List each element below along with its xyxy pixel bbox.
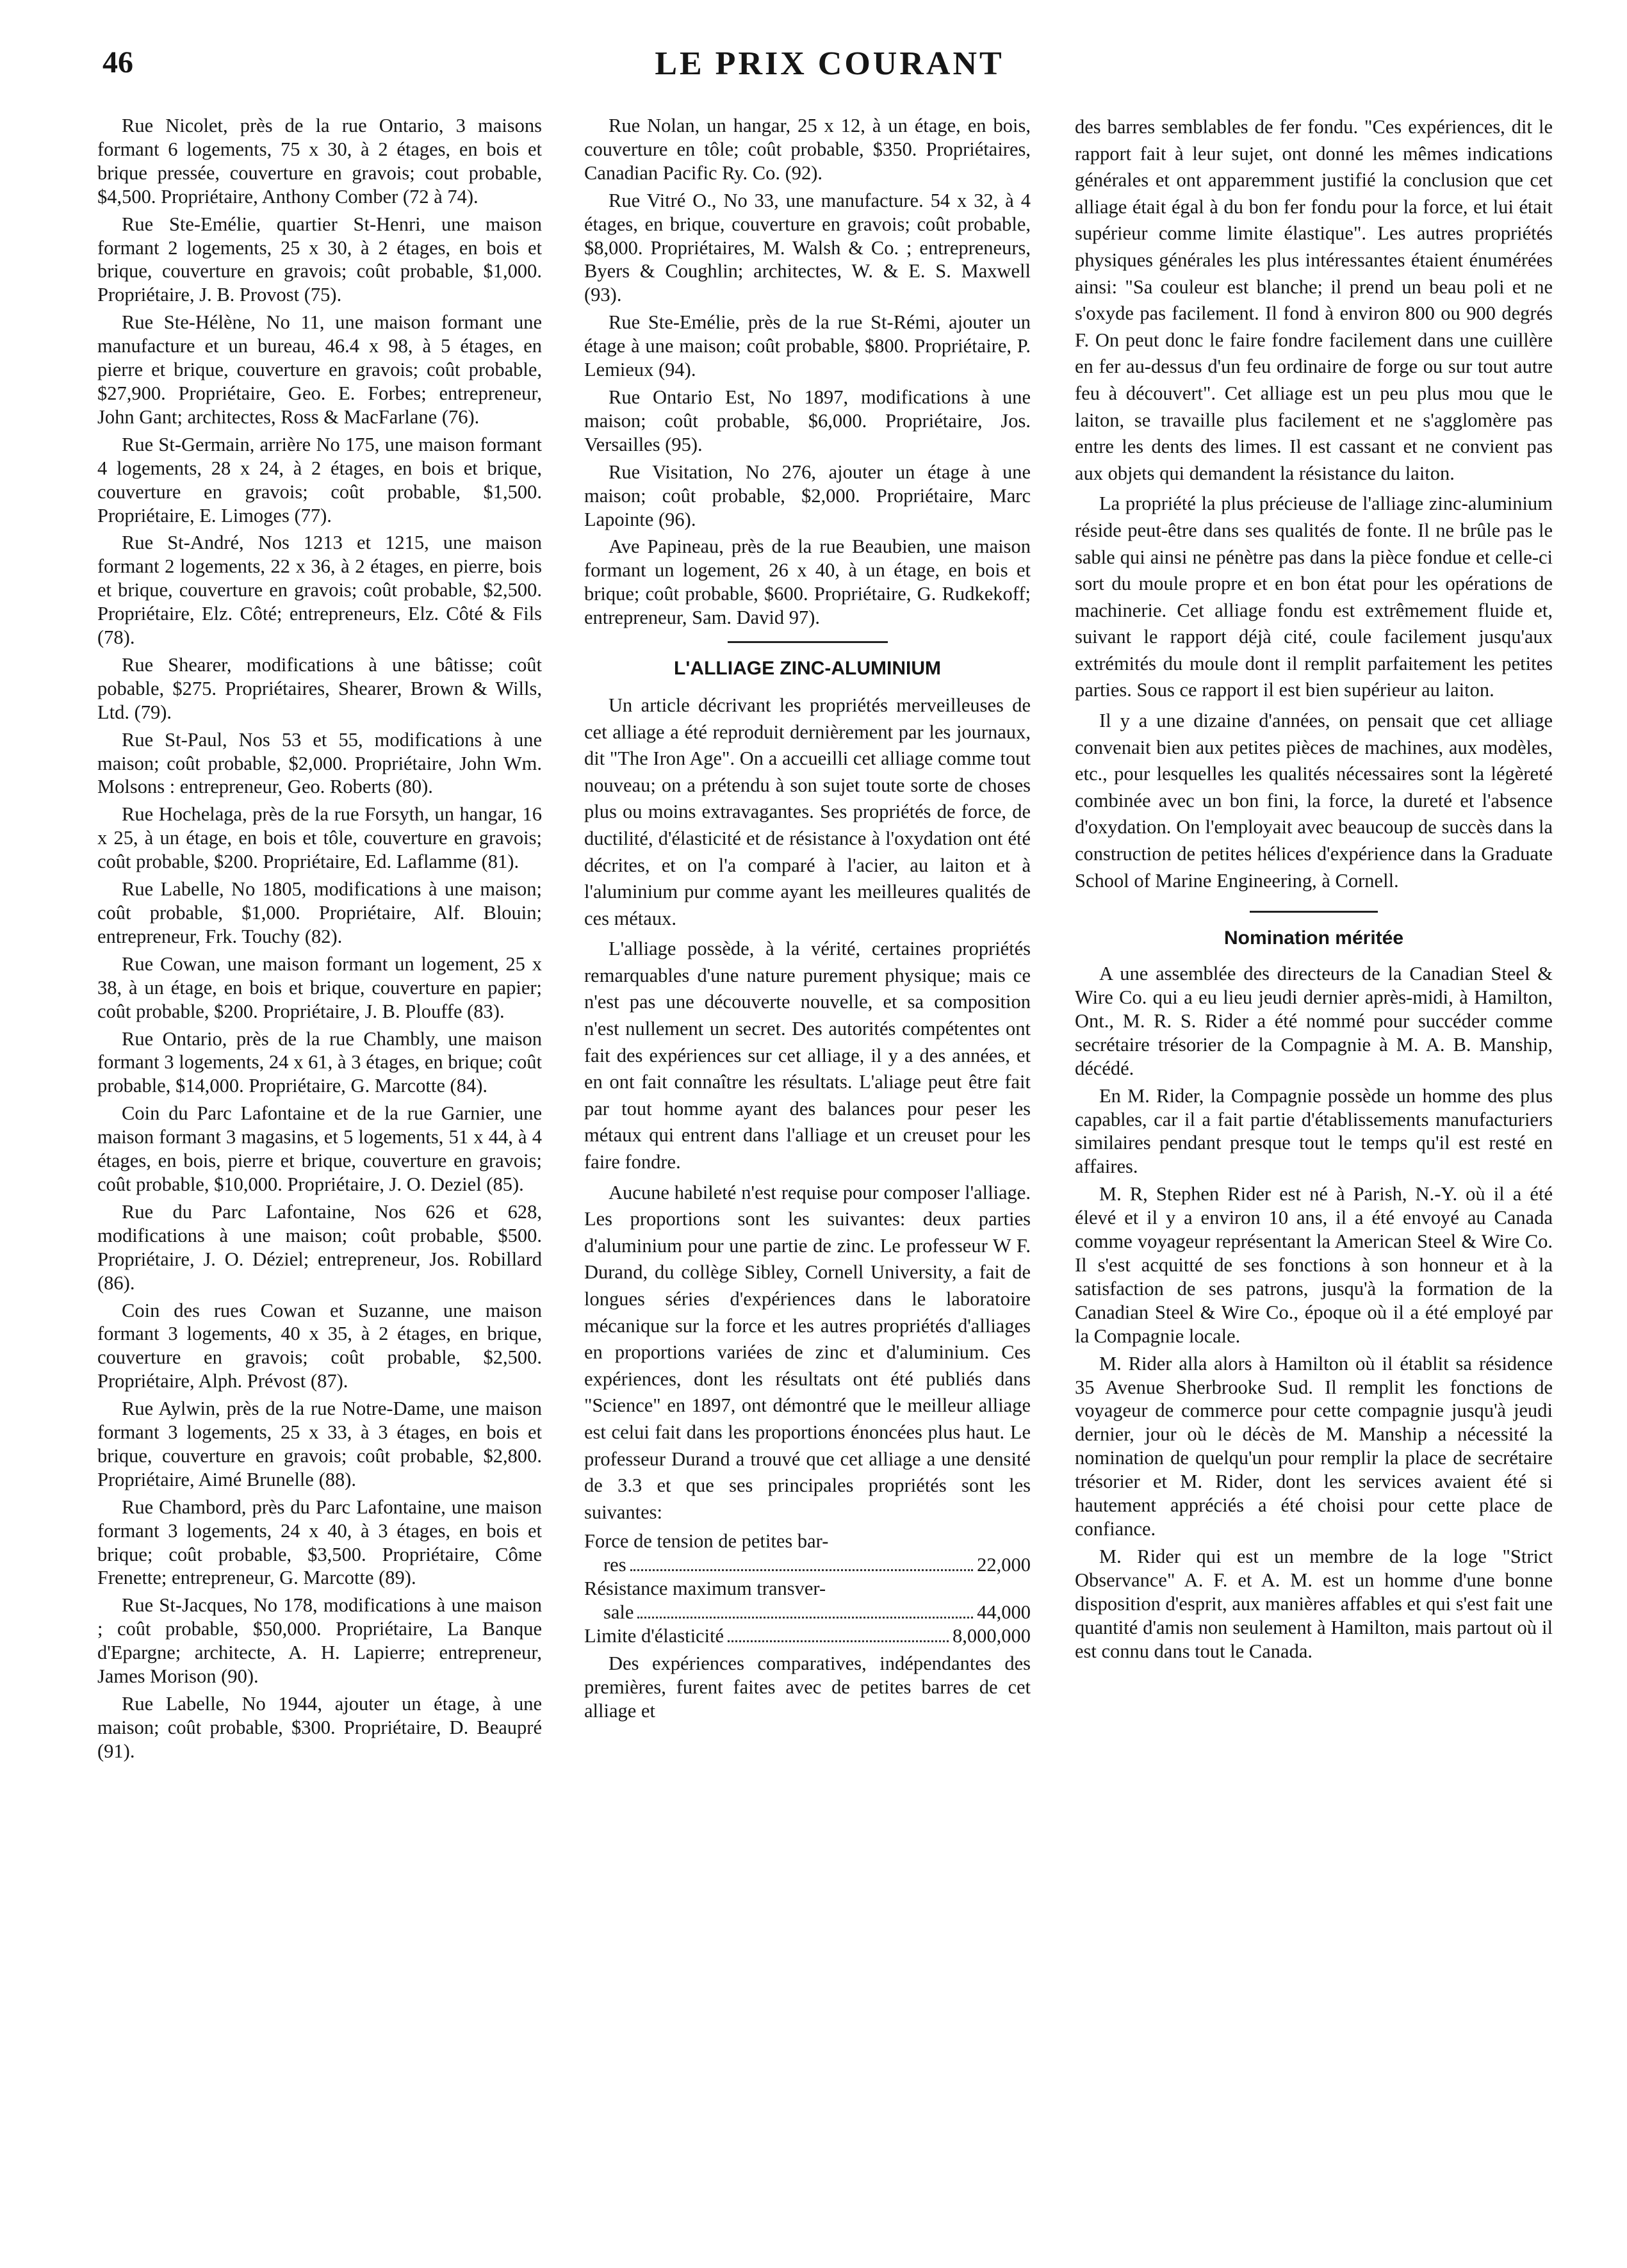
building-permit-entry: Rue Cowan, une maison formant un logement, 25 x 38, à un étage, en bois et brique, couverture en papier; coût probable, $200. Propriétaire, J. B. Plouffe (83). [97, 952, 542, 1022]
property-label: Force de tension de petites bar- [584, 1530, 829, 1553]
building-permit-entry: Ave Papineau, près de la rue Beaubien, une maison formant un logement, 26 x 40, à un étage, en bois et brique; coût probable, $600. Propriétaire, G. Rudkekoff; entrepreneur, Sam. David 97). [584, 535, 1031, 629]
section-divider [1250, 911, 1378, 913]
property-label: Résistance maximum transver- [584, 1578, 826, 1600]
building-permit-entry: Rue Ontario, près de la rue Chambly, une maison formant 3 logements, 24 x 61, à 3 étages, en brique; coût probable, $14,000. Propriétaire, G. Marcotte (84). [97, 1027, 542, 1097]
property-value: 8,000,000 [952, 1624, 1031, 1647]
properties-table [584, 1530, 1031, 1648]
building-permit-entry: Rue Vitré O., No 33, une manufacture. 54 x 32, à 4 étages, en brique, couverture en gravois; coût probable, $8,000. Propriétaires, M. Walsh & Co. ; entrepreneurs, Byers & Coughlin; architectes, W. & E. S. Maxwell (93). [584, 189, 1031, 306]
nomination-paragraph: En M. Rider, la Compagnie possède un homme des plus capables, car il a fait partie d'établissements manufacturiers similaires pendant presque tout le temps qu'il est resté en affaires. [1075, 1084, 1553, 1178]
building-permit-entry: Rue Ontario Est, No 1897, modifications à une maison; coût probable, $6,000. Propriétaire, Jos. Versailles (95). [584, 386, 1031, 455]
nomination-paragraph: M. R, Stephen Rider est né à Parish, N.-Y. où il a été élevé et il y a environ 10 ans, il a été envoyé au Canada comme voyageur représentant la American Steel & Wire Co. Il s'est acquitté de ses fonctions à son honneur et à la satisfaction de ses patrons, jusqu'à la formation de la Canadian Steel & Wire Co., époque où il a été employé par la Compagnie locale. [1075, 1183, 1553, 1347]
page-number: 46 [102, 45, 133, 79]
nomination-heading: Nomination méritée [1223, 927, 1404, 949]
column-1 [97, 114, 542, 1767]
building-permit-entry: Rue Ste-Hélène, No 11, une maison formant une manufacture et un bureau, 46.4 x 98, à 5 étages, en pierre et brique, couverture en gravois; coût probable, $27,900. Propriétaire, Geo. E. Forbes; entrepreneur, John Gant; architectes, Ross & MacFarlane (76). [97, 311, 542, 428]
building-permit-entry: Rue Chambord, près du Parc Lafontaine, une maison formant 3 logements, 24 x 40, à 3 étages, en bois et brique; coût probable, $3,500. Propriétaire, Côme Frenette; entrepreneur, G. Marcotte (89). [97, 1496, 542, 1589]
building-permit-entry: Rue Nolan, un hangar, 25 x 12, à un étage, en bois, couverture en tôle; coût probable, $350. Propriétaires, Canadian Pacific Ry. Co. (92). [584, 115, 1031, 184]
building-permit-entry: Coin des rues Cowan et Suzanne, une maison formant 3 logements, 40 x 35, à 2 étages, en brique, couverture en gravois; coût probable, $2,500. Propriétaire, Alph. Prévost (87). [97, 1299, 542, 1392]
building-permit-entry: Rue Nicolet, près de la rue Ontario, 3 maisons formant 6 logements, 75 x 30, à 2 étages, en bois et brique pressée, couverture en gravois; cout probable, $4,500. Propriétaire, Anthony Comber (72 à 74). [97, 115, 542, 208]
property-label: Limite d'élasticité [584, 1624, 724, 1647]
building-permit-entry: Rue St-Jacques, No 178, modifications à une maison ; coût probable, $50,000. Propriétaire, La Banque d'Epargne; architecte, A. H. Lapierre; entrepreneur, James Morison (90). [97, 1594, 542, 1688]
article-paragraph: Aucune habileté n'est requise pour composer l'alliage. Les proportions sont les suivantes: deux parties d'aluminium pour une partie de zinc. Le professeur W F. Durand, du collège Sibley, Cornell University, a fait de longues séries d'expériences dans le laboratoire mécanique sur la force et les autres propriétés d'alliages en proportions variées de zinc et d'aluminium. Ces expériences, dont les résultats ont été publiés dans "Science" en 1897, ont démontré que le meilleur alliage est celui fait dans les proportions énoncées plus haut. Le professeur Durand a trouvé que cet alliage a une densité de 3.3 et que ses principales propriétés sont les suivantes: [584, 1181, 1031, 1523]
building-permit-entry: Rue Ste-Emélie, quartier St-Henri, une maison formant 2 logements, 25 x 30, à 2 étages, en bois et brique, couverture en gravois; coût probable, $1,000. Propriétaire, J. B. Provost (75). [97, 213, 542, 306]
section-divider [728, 641, 888, 643]
column-3 [1075, 114, 1553, 1667]
publication-title: LE PRIX COURANT [655, 45, 1004, 82]
building-permit-entry: Rue du Parc Lafontaine, Nos 626 et 628, modifications à une maison; coût probable, $500. Propriétaire, J. O. Déziel; entrepreneur, Jos. Robillard (86). [97, 1200, 542, 1294]
leader-dots [728, 1640, 949, 1642]
article-paragraph: L'alliage possède, à la vérité, certaines propriétés remarquables d'une nature purement physique; mais ce n'est pas une découverte nouvelle, et sa composition n'est nullement un secret. Des autorités compétentes ont fait des expériences sur cet alliage, il y a des années, et en ont fait connaître les résultats. L'aliage peut être fait par tout homme ayant des balances pour peser les métaux qui entrent dans l'alliage et un creuset pour les faire fondre. [584, 938, 1031, 1173]
property-row [584, 1530, 1031, 1577]
article-paragraph: Il y a une dizaine d'années, on pensait que cet alliage convenait bien aux petites pièces de machines, aux modèles, etc., pour lesquelles les qualités nécessaires sont la légèreté combinée avec un bon fini, la force, la dureté et l'absence d'oxydation. On l'employait avec beaucoup de succès dans la construction de petites hélices d'expérience dans la Graduate School of Marine Engineering, à Cornell. [1075, 710, 1553, 892]
page-header [96, 45, 1563, 96]
article-body [584, 692, 1031, 1526]
building-permit-entry: Rue Labelle, No 1805, modifications à une maison; coût probable, $1,000. Propriétaire, Alf. Blouin; entrepreneur, Frk. Touchy (82). [97, 878, 542, 947]
building-permit-entry: Rue Labelle, No 1944, ajouter un étage, à une maison; coût probable, $300. Propriétaire, D. Beaupré (91). [97, 1693, 542, 1762]
article-paragraph: Un article décrivant les propriétés merveilleuses de cet alliage a été reproduit dernièrement par les journaux, dit "The Iron Age". On a accueilli cet alliage comme tout nouveau; on a prétendu à son sujet toute sorte de choses plus ou moins extravagantes. Ses propriétés de force, de ductilité, d'élasticité et de résistance à l'oxydation ont été décrites, et on l'a comparé à l'acier, au laiton et à l'aluminium pur comme ayant les meilleures qualités de ces métaux. [584, 694, 1031, 929]
building-permit-entry: Coin du Parc Lafontaine et de la rue Garnier, une maison formant 3 magasins, et 5 logements, 51 x 44, à 4 étages, en bois, pierre et brique, couverture en gravois; coût probable, $10,000. Propriétaire, J. O. Deziel (85). [97, 1102, 542, 1195]
building-permit-entry: Rue Hochelaga, près de la rue Forsyth, un hangar, 16 x 25, à un étage, en bois et tôle, couverture en gravois; coût probable, $200. Propriétaire, Ed. Laflamme (81). [97, 803, 542, 873]
nomination-paragraph: M. Rider alla alors à Hamilton où il établit sa résidence 35 Avenue Sherbrooke Sud. Il remplit les fonctions de voyageur de commerce pour cette compagnie jusqu'à jeudi dernier, jour où le décès de M. Manship a nécessité la nomination de quelqu'un pour remplir la place de secrétaire trésorier et M. Rider, dont les services avaient été si hautement appréciés a été choisi pour cette place de confiance. [1075, 1352, 1553, 1540]
building-permit-entry: Rue St-Paul, Nos 53 et 55, modifications à une maison; coût probable, $2,000. Propriétaire, John Wm. Molsons : entrepreneur, Geo. Roberts (80). [97, 728, 542, 798]
article-paragraph: des barres semblables de fer fondu. "Ces expériences, dit le rapport fait à leur sujet, ont donné les mêmes indications générales et ont apparemment justifié la conclusion que cet alliage était égal à du bon fer fondu pour la force, et lui était supérieur comme limite élastique". Les autres propriétés physiques générales les plus intéressantes étaient énumérées ainsi: "Sa couleur est blanche; il prend un beau poli et ne s'oxyde pas facilement. Il fond à environ 800 ou 900 degrés F. On peut donc le faire fondre facilement dans une cuillère en fer au-dessus d'un feu ordinaire de forge ou sur tout autre feu à découvert". Cet alliage est un peu plus mou que le laiton, se travaille plus facilement et ne s'agglomère pas entre les dents des limes. Il est cassant et ne convient pas aux objets qui demandent la résistance du laiton. [1075, 116, 1553, 484]
property-row [584, 1577, 1031, 1624]
building-permit-entry: Rue Shearer, modifications à une bâtisse; coût pobable, $275. Propriétaires, Shearer, Brown & Wills, Ltd. (79). [97, 653, 542, 723]
column-2 [584, 114, 1031, 1727]
article-heading: L'ALLIAGE ZINC-ALUMINIUM [673, 658, 942, 680]
building-permit-entry: Rue Ste-Emélie, près de la rue St-Rémi, ajouter un étage à une maison; coût probable, $800. Propriétaire, P. Lemieux (94). [584, 311, 1031, 381]
property-value: 44,000 [977, 1601, 1031, 1624]
property-label-cont: sale [603, 1601, 634, 1624]
article-paragraph: La propriété la plus précieuse de l'alliage zinc-aluminium réside peut-être dans ses qualités de fonte. Il ne brûle pas le sable qui ainsi ne pénètre pas dans la pièce fondue et celle-ci sort du moule propre et en bon état pour les opérations de machinerie. Cet alliage fondu est extrêmement fluide et, suivant le rapport déjà cité, coule facilement jusqu'aux extrémités du moule dont il remplit parfaitement les petites parties. Sous ce rapport il est bien supérieur au laiton. [1075, 493, 1553, 701]
building-permit-entry: Rue Visitation, No 276, ajouter un étage à une maison; coût probable, $2,000. Propriétaire, Marc Lapointe (96). [584, 461, 1031, 530]
property-label-cont: res [603, 1554, 626, 1576]
article-paragraph: Des expériences comparatives, indépendantes des premières, furent faites avec de petites barres de cet alliage et [584, 1652, 1031, 1722]
nomination-paragraph: M. Rider qui est un membre de la loge "Strict Observance" A. F. et A. M. est un homme d'une bonne disposition d'esprit, aux manières affables et qui s'est fait une quantité d'amis non seulement à Hamilton, mais partout où il est connu dans tout le Canada. [1075, 1545, 1553, 1662]
property-row [584, 1624, 1031, 1648]
building-permit-entry: Rue St-André, Nos 1213 et 1215, une maison formant 2 logements, 22 x 36, à 2 étages, en pierre, bois et brique, couverture en gravois; coût probable, $2,500. Propriétaire, Elz. Côté; entrepreneurs, Elz. Côté & Fils (78). [97, 532, 542, 649]
property-value: 22,000 [977, 1554, 1031, 1576]
leader-dots [630, 1569, 974, 1571]
nomination-paragraph: A une assemblée des directeurs de la Canadian Steel & Wire Co. qui a eu lieu jeudi dernier après-midi, à Hamilton, Ont., M. R. S. Rider a été nommé pour succéder comme secrétaire trésorier de la Compagnie à M. A. B. Manship, décédé. [1075, 963, 1553, 1079]
leader-dots [637, 1617, 973, 1619]
building-permit-entry: Rue St-Germain, arrière No 175, une maison formant 4 logements, 28 x 24, à 2 étages, en bois et brique, couverture en gravois; coût probable, $1,500. Propriétaire, E. Limoges (77). [97, 433, 542, 526]
building-permit-entry: Rue Aylwin, près de la rue Notre-Dame, une maison formant 3 logements, 25 x 33, à 3 étages, en bois et brique, couverture en gravois; coût probable, $2,800. Propriétaire, Aimé Brunelle (88). [97, 1398, 542, 1490]
